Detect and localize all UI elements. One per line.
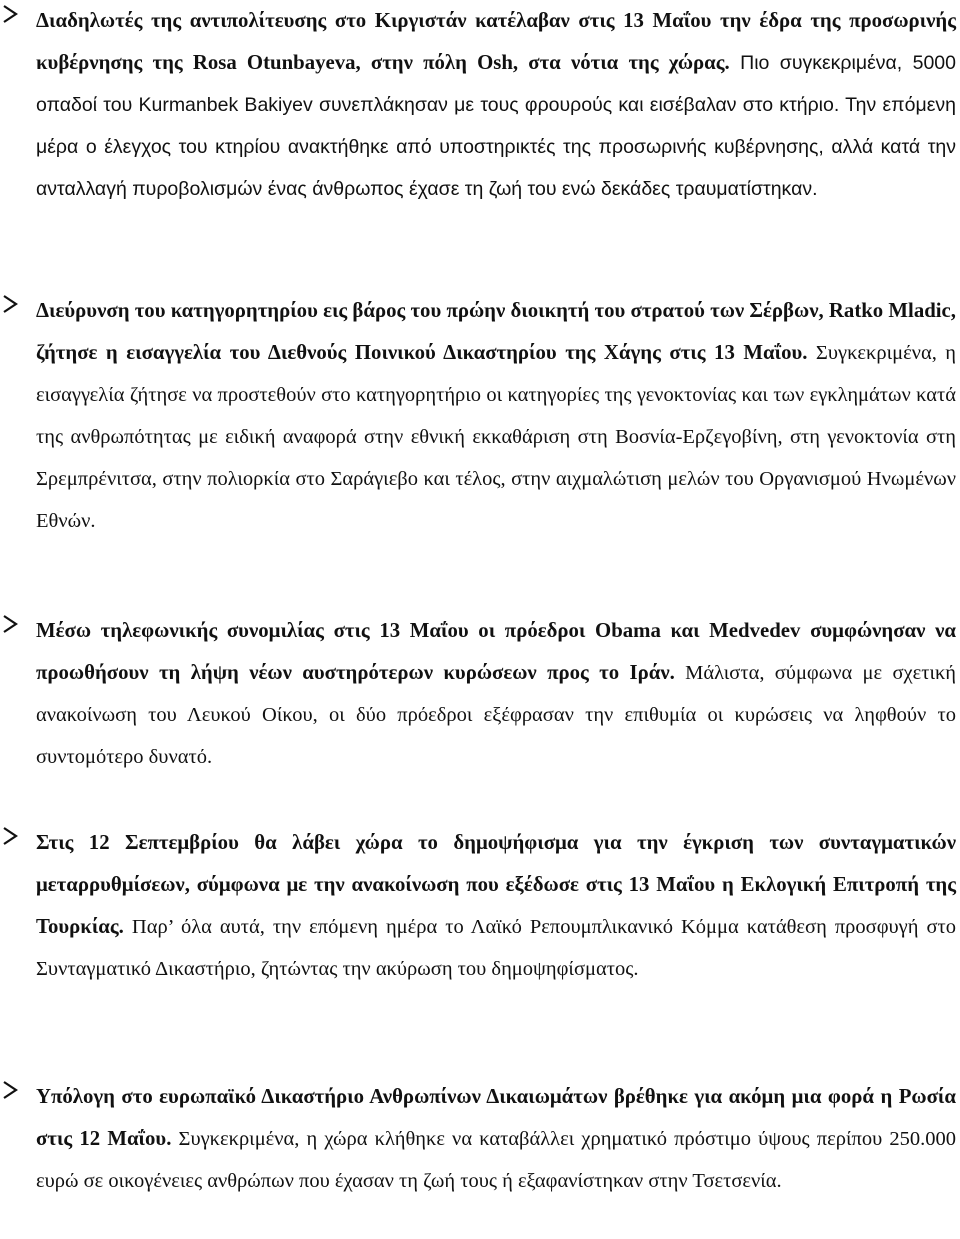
news-item-text [36, 1076, 956, 1202]
news-item-text [36, 0, 956, 210]
news-item-text [36, 290, 956, 542]
arrowhead-bullet-icon [2, 826, 18, 846]
news-item-body: Πιο συγκεκριμένα, 5000 οπαδοί του Kurmanbek Bakiyev συνεπλάκησαν με τους φρουρούς και εισέβαλαν στο κτήριο. Την επόμενη μέρα ο έλεγχος του κτηρίου ανακτήθηκε από υποστηρικτές της προσωρινής κυβέρνησης, αλλά κατά την ανταλλαγή πυροβολισμών ένας άνθρωπος έχασε τη ζωή του ενώ δεκάδες τραυματίστηκαν. [36, 52, 956, 200]
news-item-body: Συγκεκριμένα, η εισαγγελία ζήτησε να προστεθούν στο κατηγορητήριο οι κατηγορίες της γενοκτονίας και των εγκλημάτων κατά της ανθρωπότητας με ειδική αναφορά στην εθνική εκκαθάριση στη Βοσνία-Ερζεγοβίνη, στη γενοκτονία στη Σρεμπρένιτσα, στην πολιορκία στο Σαράγιεβο και τέλος, στην αιχμαλώτιση μελών του Οργανισμού Ηνωμένων Εθνών. [36, 342, 957, 532]
news-item-headline: Υπόλογη στο ευρωπαϊκό Δικαστήριο Ανθρωπίνων Δικαιωμάτων βρέθηκε για ακόμη μια φορά η Ρωσία στις 12 Μαΐου. [36, 1085, 956, 1150]
arrowhead-bullet-icon [2, 614, 18, 634]
news-item-headline: Διαδηλωτές της αντιπολίτευσης στο Κιργιστάν κατέλαβαν στις 13 Μαΐου την έδρα της προσωρινής κυβέρνησης της Rosa Otunbayeva, στην πόλη Osh, στα νότια της χώρας. [36, 9, 956, 74]
news-item-text [36, 822, 956, 990]
news-item-body: Μάλιστα, σύμφωνα με σχετική ανακοίνωση του Λευκού Οίκου, οι δύο πρόεδροι εξέφρασαν την επιθυμία οι κυρώσεις να ληφθούν το συντομότερο δυνατό. [36, 662, 957, 768]
news-item-headline: Στις 12 Σεπτεμβρίου θα λάβει χώρα το δημοψήφισμα για την έγκριση των συνταγματικών μεταρρυθμίσεων, σύμφωνα με την ανακοίνωση που εξέδωσε στις 13 Μαΐου η Εκλογική Επιτροπή της Τουρκίας. [36, 831, 956, 938]
arrowhead-bullet-icon [2, 1080, 18, 1100]
news-item-text [36, 610, 956, 778]
news-item-headline: Μέσω τηλεφωνικής συνομιλίας στις 13 Μαΐου οι πρόεδροι Obama και Medvedev συμφώνησαν να προωθήσουν τη λήψη νέων αυστηρότερων κυρώσεων προς το Ιράν. [36, 619, 956, 684]
news-item-body: Παρ’ όλα αυτά, την επόμενη ημέρα το Λαϊκό Ρεπουμπλικανικό Κόμμα κατάθεση προσφυγή στο Συνταγματικό Δικαστήριο, ζητώντας την ακύρωση του δημοψηφίσματος. [36, 916, 956, 980]
arrowhead-bullet-icon [2, 294, 18, 314]
arrowhead-bullet-icon [2, 4, 18, 24]
news-item-body: Συγκεκριμένα, η χώρα κλήθηκε να καταβάλλει χρηματικό πρόστιμο ύψους περίπου 250.000 ευρώ σε οικογένειες ανθρώπων που έχασαν τη ζωή τους ή εξαφανίστηκαν στην Τσετσενία. [36, 1128, 956, 1192]
news-item-headline: Διεύρυνση του κατηγορητηρίου εις βάρος του πρώην διοικητή του στρατού των Σέρβων, Ratko Mladic, ζήτησε η εισαγγελία του Διεθνούς Ποινικού Δικαστηρίου της Χάγης στις 13 Μαΐου. [36, 299, 956, 364]
